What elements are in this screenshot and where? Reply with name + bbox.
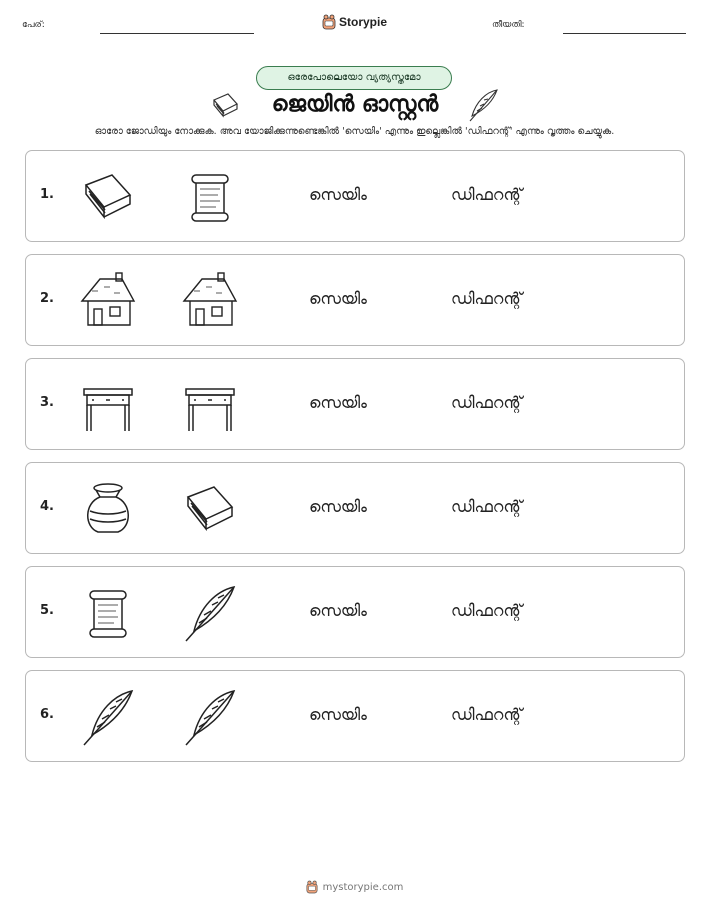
instructions: ഓരോ ജോഡിയും നോക്കുക. അവ യോജിക്കുന്നുണ്ടെങ്കിൽ 'സെയിം' എന്നും ഇല്ലെങ്കിൽ 'ഡിഫറന്റ്' എന്നും വൃത്തം ചെയ്യുക. — [94, 126, 615, 137]
footer — [0, 880, 709, 894]
question-row — [25, 670, 685, 762]
cottage-icon — [78, 271, 138, 331]
same-option[interactable]: സെയിം — [309, 185, 367, 204]
question-number: 3. — [40, 395, 54, 410]
worksheet-header — [0, 14, 709, 38]
same-option[interactable]: സെയിം — [309, 289, 367, 308]
book-icon — [78, 167, 138, 227]
book-icon — [210, 92, 240, 118]
question-row — [25, 566, 685, 658]
question-number: 2. — [40, 291, 54, 306]
same-option[interactable]: സെയിം — [309, 705, 367, 724]
desk-icon — [180, 375, 240, 435]
cottage-icon — [180, 271, 240, 331]
date-label: തീയതി: — [492, 20, 525, 30]
question-number: 5. — [40, 603, 54, 618]
brand-name: Storypie — [339, 15, 388, 29]
quill-icon — [78, 687, 138, 747]
question-number: 1. — [40, 187, 54, 202]
scroll-icon — [180, 167, 240, 227]
book-icon — [180, 479, 240, 539]
name-label: പേര്: — [22, 20, 45, 30]
quill-icon — [466, 88, 500, 124]
question-row — [25, 254, 685, 346]
storypie-mascot-icon — [306, 880, 318, 894]
question-row — [25, 150, 685, 242]
different-option[interactable]: ഡിഫറന്റ് — [451, 601, 523, 620]
different-option[interactable]: ഡിഫറന്റ് — [451, 393, 523, 412]
name-line[interactable] — [100, 33, 254, 34]
quill-icon — [180, 687, 240, 747]
question-row — [25, 358, 685, 450]
date-line[interactable] — [563, 33, 686, 34]
question-number: 6. — [40, 707, 54, 722]
different-option[interactable]: ഡിഫറന്റ് — [451, 289, 523, 308]
storypie-mascot-icon — [322, 14, 336, 30]
different-option[interactable]: ഡിഫറന്റ് — [451, 497, 523, 516]
same-option[interactable]: സെയിം — [309, 497, 367, 516]
page-title: ജെയിൻ ഓസ്റ്റൻ — [271, 92, 439, 117]
brand-logo — [322, 14, 387, 30]
footer-url[interactable]: mystorypie.com — [322, 881, 404, 893]
same-option[interactable]: സെയിം — [309, 601, 367, 620]
question-number: 4. — [40, 499, 54, 514]
quill-icon — [180, 583, 240, 643]
question-row — [25, 462, 685, 554]
desk-icon — [78, 375, 138, 435]
different-option[interactable]: ഡിഫറന്റ് — [451, 185, 523, 204]
topic-badge: ഒരേപോലെയോ വ്യത്യസ്തമോ — [256, 66, 452, 90]
pot-icon — [78, 479, 138, 539]
same-option[interactable]: സെയിം — [309, 393, 367, 412]
scroll-icon — [78, 583, 138, 643]
different-option[interactable]: ഡിഫറന്റ് — [451, 705, 523, 724]
